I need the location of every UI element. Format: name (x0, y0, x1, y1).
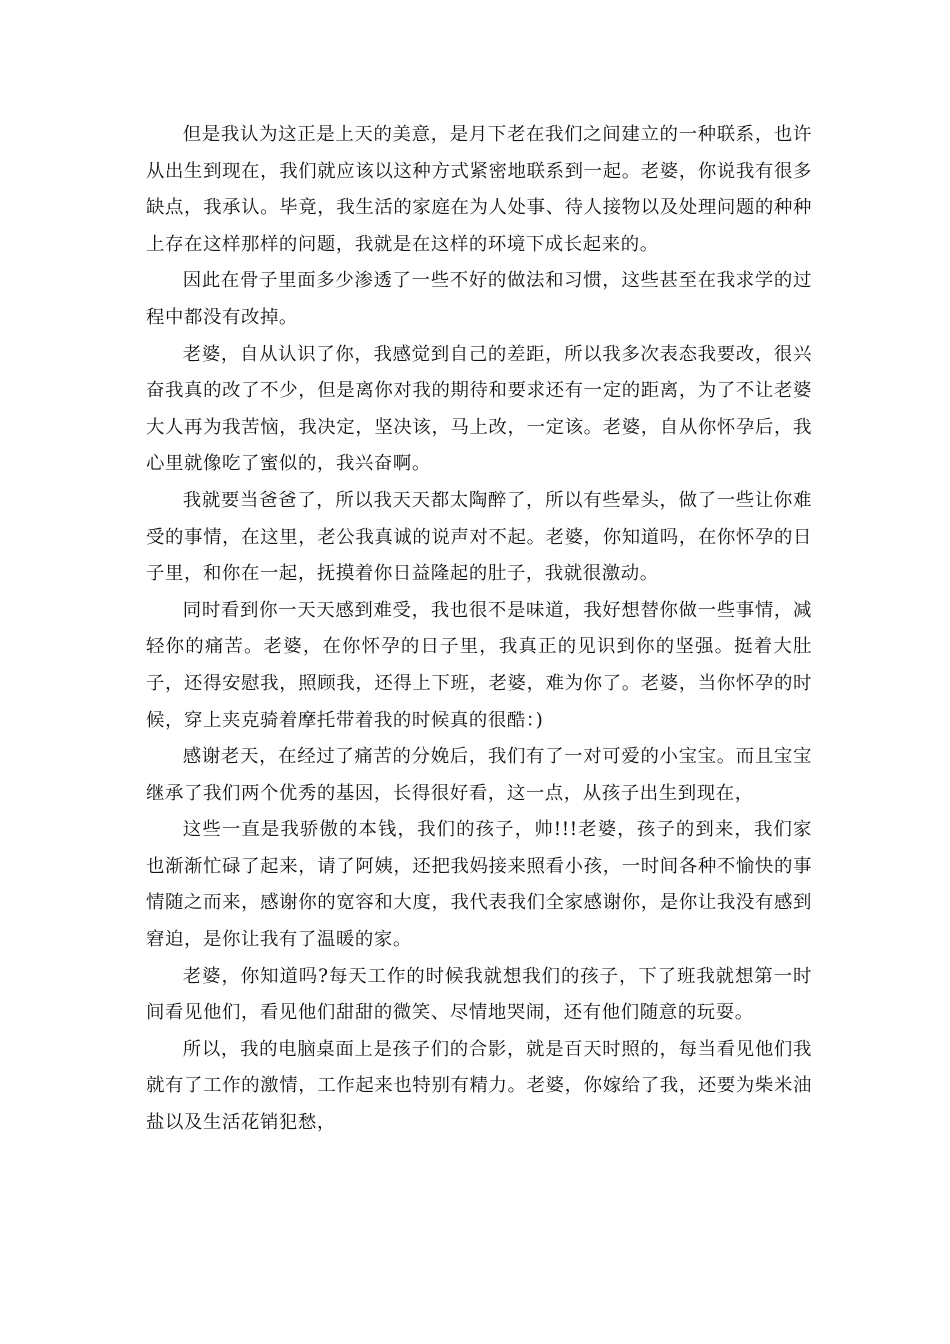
paragraph-2: 因此在骨子里面多少渗透了一些不好的做法和习惯，这些甚至在我求学的过程中都没有改掉。 (146, 270, 812, 328)
paragraph-1: 但是我认为这正是上天的美意，是月下老在我们之间建立的一种联系，也许从出生到现在，我们就应该以这种方式紧密地联系到一起。老婆，你说我有很多缺点，我承认。毕竟，我生活的家庭在为人处事、待人接物以及处理问题的种种上存在这样那样的问题，我就是在这样的环境下成长起来的。 (146, 124, 812, 255)
paragraph-5: 同时看到你一天天感到难受，我也很不是味道，我好想替你做一些事情，减轻你的痛苦。老婆，在你怀孕的日子里，我真正的见识到你的坚强。挺着大肚子，还得安慰我，照顾我，还得上下班，老婆，难为你了。老婆，当你怀孕的时候，穿上夹克骑着摩托带着我的时候真的很酷：) (146, 599, 812, 731)
document-body (146, 117, 812, 1142)
paragraph-9: 所以，我的电脑桌面上是孩子们的合影，就是百天时照的，每当看见他们我就有了工作的激情，工作起来也特别有精力。老婆，你嫁给了我，还要为柴米油盐以及生活花销犯愁， (146, 1038, 812, 1134)
paragraph-8: 老婆，你知道吗?每天工作的时候我就想我们的孩子，下了班我就想第一时间看见他们，看见他们甜甜的微笑、尽情地哭闹，还有他们随意的玩耍。 (146, 965, 812, 1024)
paragraph-3: 老婆，自从认识了你，我感觉到自己的差距，所以我多次表态我要改，很兴奋我真的改了不少，但是离你对我的期待和要求还有一定的距离，为了不让老婆大人再为我苦恼，我决定，坚决该，马上改，一定该。老婆，自从你怀孕后，我心里就像吃了蜜似的，我兴奋啊。 (146, 343, 812, 475)
paragraph-6: 感谢老天，在经过了痛苦的分娩后，我们有了一对可爱的小宝宝。而且宝宝继承了我们两个优秀的基因，长得很好看，这一点，从孩子出生到现在， (146, 746, 812, 804)
paragraph-4: 我就要当爸爸了，所以我天天都太陶醉了，所以有些晕头，做了一些让你难受的事情，在这里，老公我真诚的说声对不起。老婆，你知道吗，在你怀孕的日子里，和你在一起，抚摸着你日益隆起的肚子，我就很激动。 (146, 489, 812, 585)
paragraph-7: 这些一直是我骄傲的本钱，我们的孩子，帅!!!老婆，孩子的到来，我们家也渐渐忙碌了起来，请了阿姨，还把我妈接来照看小孩，一时间各种不愉快的事情随之而来，感谢你的宽容和大度，我代表我们全家感谢你，是你让我没有感到窘迫，是你让我有了温暖的家。 (146, 819, 812, 951)
